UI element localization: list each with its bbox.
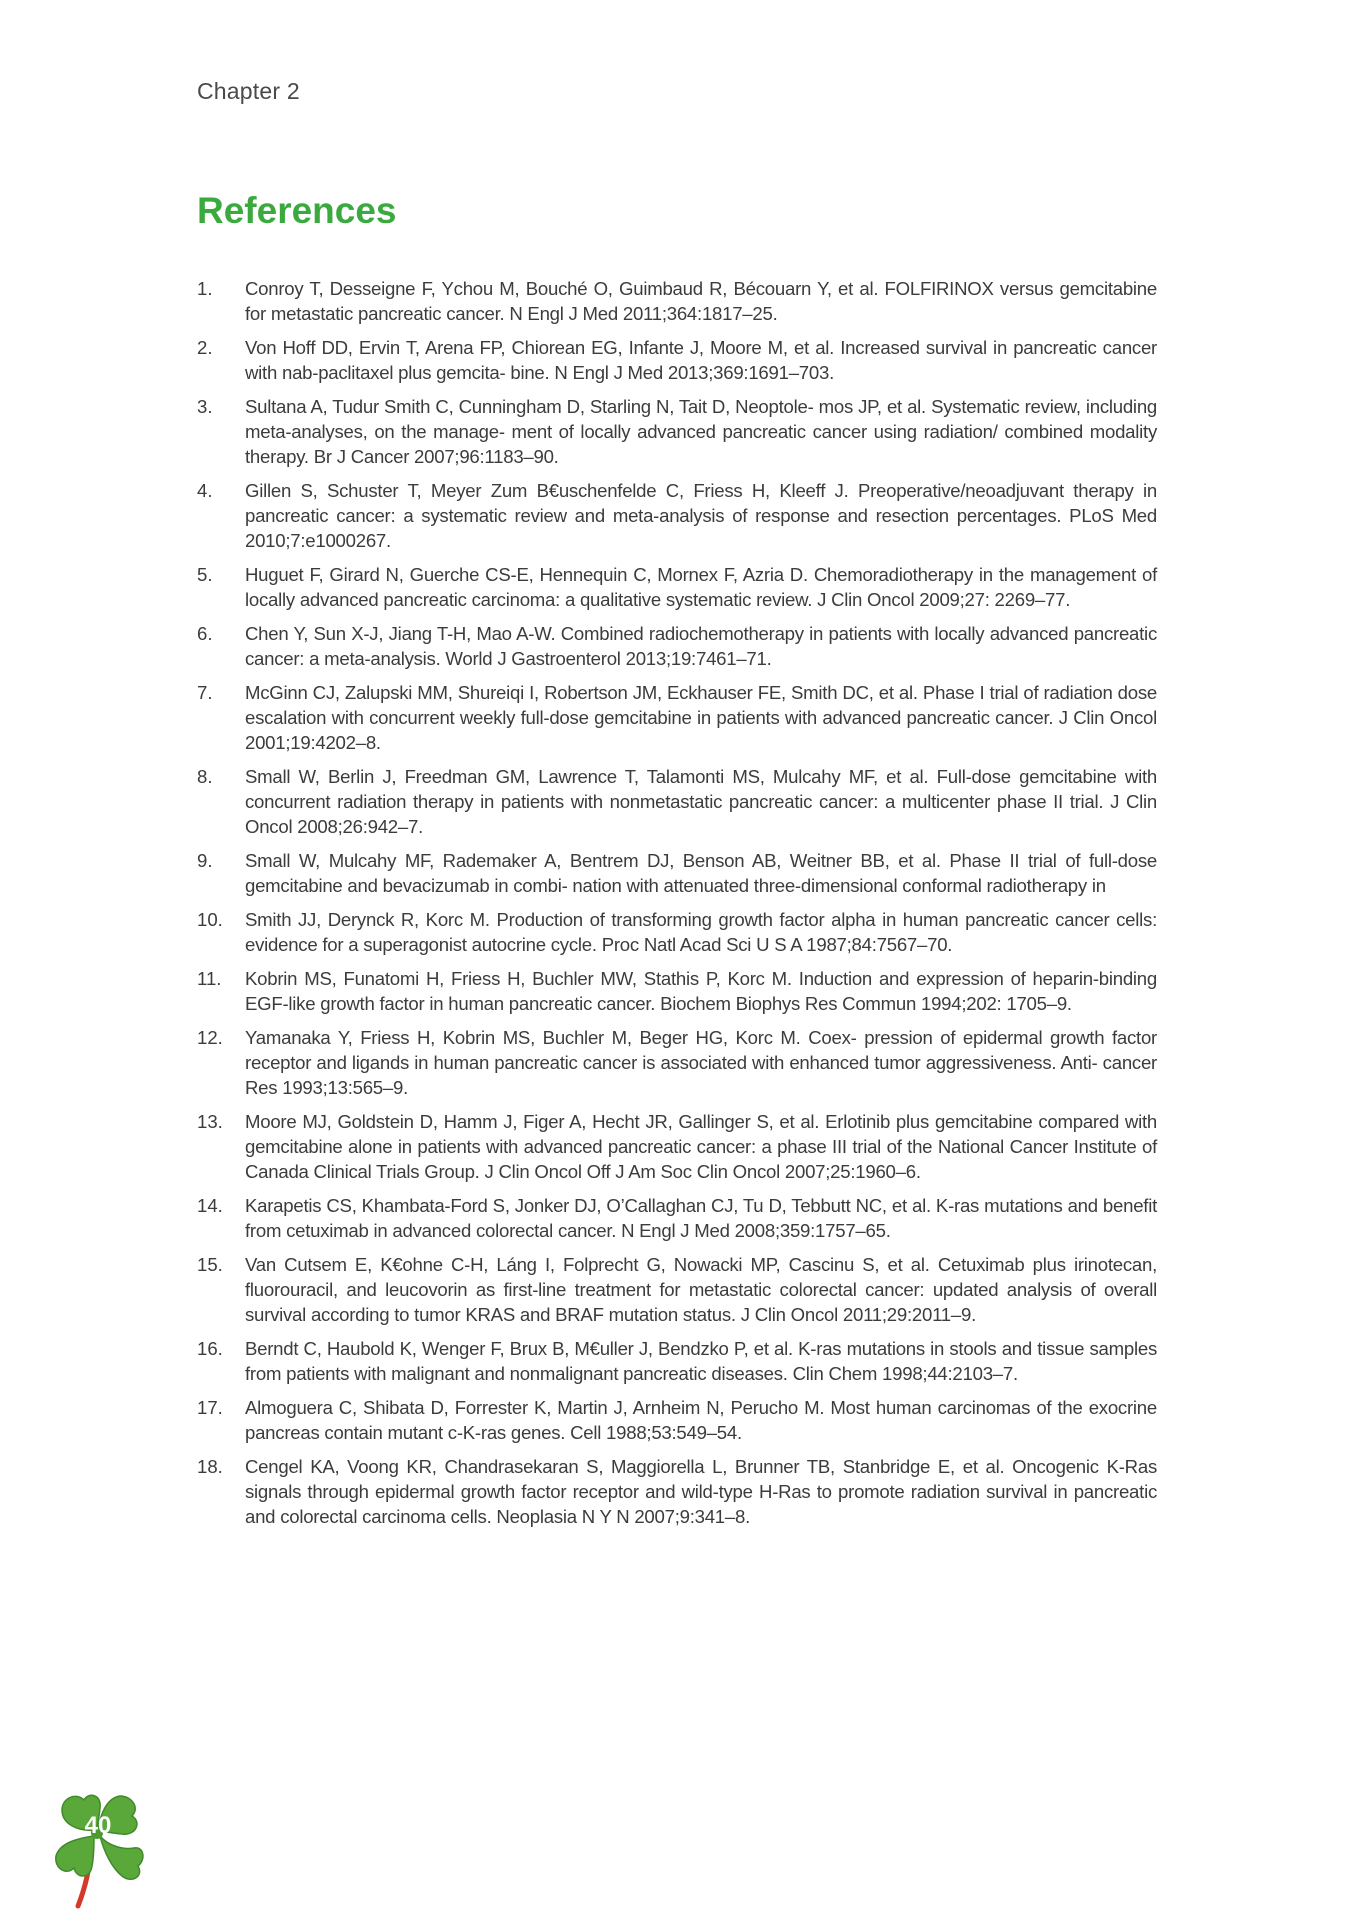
reference-number: 8. [197, 765, 213, 787]
reference-number: 6. [197, 622, 213, 644]
reference-number: 16. [197, 1338, 223, 1360]
reference-text: Yamanaka Y, Friess H, Kobrin MS, Buchler M, Beger HG, Korc M. Coex- pression of epidermal growth factor receptor and ligands in human pancreatic cancer is associated with enhanced tumor aggressiveness. Anti- cancer Res 1993;13:565–9. [245, 1026, 1157, 1099]
section-title: References [197, 190, 397, 231]
reference-number: 5. [197, 564, 213, 586]
four-leaf-clover-icon [48, 1786, 148, 1912]
reference-text: Von Hoff DD, Ervin T, Arena FP, Chiorean EG, Infante J, Moore M, et al. Increased survival in pancreatic cancer with nab-paclitaxel plus gemcita- bine. N Engl J Med 2013;369:1691–703. [245, 336, 1157, 384]
reference-number: 10. [197, 908, 223, 930]
reference-number: 4. [197, 479, 213, 501]
reference-item [197, 848, 1157, 898]
reference-item [197, 907, 1157, 957]
reference-item [197, 276, 1157, 326]
page-number: 40 [84, 1812, 112, 1839]
reference-item [197, 1336, 1157, 1386]
reference-item [197, 1109, 1157, 1185]
reference-text: Smith JJ, Derynck R, Korc M. Production of transforming growth factor alpha in human pancreatic cancer cells: evidence for a superagonist autocrine cycle. Proc Natl Acad Sci U S A 1987;84:7567–70. [245, 908, 1157, 956]
reference-number: 7. [197, 681, 213, 703]
reference-number: 9. [197, 850, 213, 872]
reference-item [197, 1193, 1157, 1243]
reference-text: McGinn CJ, Zalupski MM, Shureiqi I, Robertson JM, Eckhauser FE, Smith DC, et al. Phase I trial of radiation dose escalation with concurrent weekly full-dose gemcitabine in patients with advanced pancreatic cancer. J Clin Oncol 2001;19:4202–8. [245, 681, 1157, 754]
reference-number: 1. [197, 278, 213, 299]
reference-text: Sultana A, Tudur Smith C, Cunningham D, Starling N, Tait D, Neoptole- mos JP, et al. Systematic review, including meta-analyses, on the manage- ment of locally advanced pancreatic cancer using radiation/ combined modality therapy. Br J Cancer 2007;96:1183–90. [245, 395, 1157, 468]
clover-leaf-bottom-right [100, 1836, 143, 1879]
reference-text: Small W, Mulcahy MF, Rademaker A, Bentrem DJ, Benson AB, Weitner BB, et al. Phase II trial of full-dose gemcitabine and bevacizumab in combi- nation with attenuated three-dimensional conformal radiotherapy in [245, 850, 1157, 897]
reference-item [197, 680, 1157, 756]
reference-number: 15. [197, 1253, 223, 1275]
reference-item [197, 562, 1157, 612]
reference-item [197, 1252, 1157, 1328]
reference-item [197, 1025, 1157, 1101]
reference-text: Cengel KA, Voong KR, Chandrasekaran S, Maggiorella L, Brunner TB, Stanbridge E, et al. Oncogenic K-Ras signals through epidermal growth factor receptor and wild-type H-Ras to promote radiation survival in pancreatic and colorectal carcinoma cells. Neoplasia N Y N 2007;9:341–8. [245, 1455, 1157, 1528]
reference-text: Huguet F, Girard N, Guerche CS-E, Hennequin C, Mornex F, Azria D. Chemoradiotherapy in the management of locally advanced pancreatic carcinoma: a qualitative systematic review. J Clin Oncol 2009;27: 2269–77. [245, 564, 1157, 611]
reference-item [197, 764, 1157, 840]
reference-item [197, 335, 1157, 385]
chapter-header: Chapter 2 [197, 78, 300, 104]
reference-text: Small W, Berlin J, Freedman GM, Lawrence T, Talamonti MS, Mulcahy MF, et al. Full-dose gemcitabine with concurrent radiation therapy in patients with nonmetastatic pancreatic cancer: a multicenter phase II trial. J Clin Oncol 2008;26:942–7. [245, 765, 1157, 838]
reference-number: 12. [197, 1026, 223, 1048]
reference-item [197, 966, 1157, 1016]
clover-leaf-bottom-left [56, 1836, 94, 1876]
reference-number: 11. [197, 967, 222, 989]
reference-text: Moore MJ, Goldstein D, Hamm J, Figer A, Hecht JR, Gallinger S, et al. Erlotinib plus gemcitabine compared with gemcitabine alone in patients with advanced pancreatic cancer: a phase III trial of the National Cancer Institute of Canada Clinical Trials Group. J Clin Oncol Off J Am Soc Clin Oncol 2007;25:1960–6. [245, 1110, 1157, 1183]
reference-text: Van Cutsem E, K€ohne C-H, Láng I, Folprecht G, Nowacki MP, Cascinu S, et al. Cetuximab plus irinotecan, fluorouracil, and leucovorin as first-line treatment for metastatic colorectal cancer: updated analysis of overall survival according to tumor KRAS and BRAF mutation status. J Clin Oncol 2011;29:2011–9. [245, 1253, 1157, 1326]
reference-number: 3. [197, 395, 213, 417]
reference-text: Gillen S, Schuster T, Meyer Zum B€uschenfelde C, Friess H, Kleeff J. Preoperative/neoadjuvant therapy in pancreatic cancer: a systematic review and meta-analysis of response and resection percentages. PLoS Med 2010;7:e1000267. [245, 479, 1157, 552]
reference-text: Kobrin MS, Funatomi H, Friess H, Buchler MW, Stathis P, Korc M. Induction and expression of heparin-binding EGF-like growth factor in human pancreatic cancer. Biochem Biophys Res Commun 1994;202: 1705–9. [245, 967, 1157, 1015]
reference-item [197, 478, 1157, 554]
reference-item [197, 621, 1157, 671]
reference-number: 14. [197, 1195, 223, 1216]
reference-text: Almoguera C, Shibata D, Forrester K, Martin J, Arnheim N, Perucho M. Most human carcinomas of the exocrine pancreas contain mutant c-K-ras genes. Cell 1988;53:549–54. [245, 1396, 1157, 1444]
reference-item [197, 1395, 1157, 1445]
reference-list [197, 276, 1157, 1538]
reference-text: Berndt C, Haubold K, Wenger F, Brux B, M€uller J, Bendzko P, et al. K-ras mutations in stools and tissue samples from patients with malignant and nonmalignant pancreatic diseases. Clin Chem 1998;44:2103–7. [245, 1338, 1157, 1385]
reference-item [197, 394, 1157, 470]
reference-item [197, 1454, 1157, 1530]
reference-text: Karapetis CS, Khambata-Ford S, Jonker DJ, O’Callaghan CJ, Tu D, Tebbutt NC, et al. K-ras mutations and benefit from cetuximab in advanced colorectal cancer. N Engl J Med 2008;359:1757–65. [245, 1195, 1157, 1242]
reference-text: Conroy T, Desseigne F, Ychou M, Bouché O, Guimbaud R, Bécouarn Y, et al. FOLFIRINOX versus gemcitabine for metastatic pancreatic cancer. N Engl J Med 2011;364:1817–25. [245, 278, 1157, 325]
reference-number: 2. [197, 336, 213, 358]
reference-number: 13. [197, 1110, 223, 1132]
reference-text: Chen Y, Sun X-J, Jiang T-H, Mao A-W. Combined radiochemotherapy in patients with locally advanced pancreatic cancer: a meta-analysis. World J Gastroenterol 2013;19:7461–71. [245, 622, 1157, 670]
reference-number: 17. [197, 1396, 223, 1418]
reference-number: 18. [197, 1455, 223, 1477]
